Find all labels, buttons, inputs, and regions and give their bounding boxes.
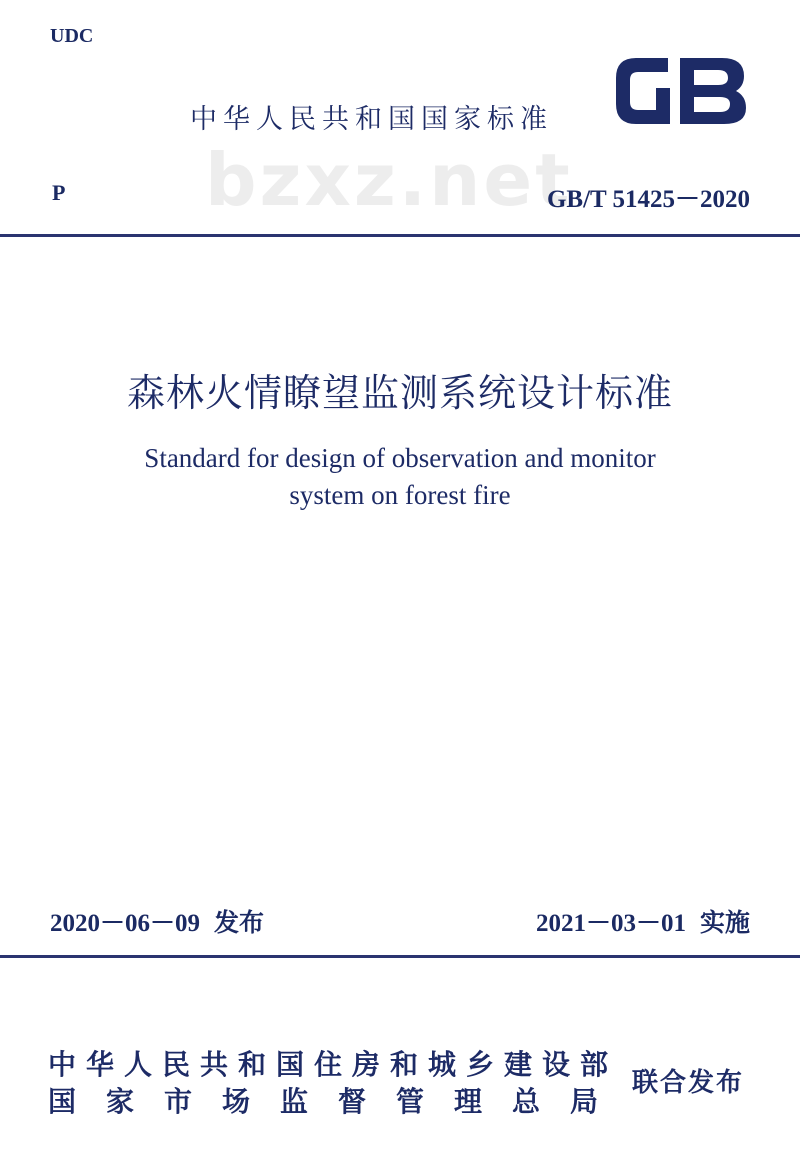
- udc-label: UDC: [50, 25, 94, 47]
- effective-label: 实施: [699, 908, 750, 937]
- english-title: [0, 440, 800, 514]
- category-code: P: [52, 180, 66, 205]
- english-title-line1: Standard for design of observation and monitor: [144, 443, 656, 473]
- chinese-title: 森林火情瞭望监测系统设计标准: [126, 371, 673, 415]
- standard-number: GB/T 51425－2020: [546, 186, 750, 213]
- effective-date-block: [536, 903, 750, 939]
- gb-logo-icon: [610, 48, 750, 134]
- national-standard-title: 中华人民共和国国家标准: [190, 104, 553, 135]
- watermark: bzxz.net: [205, 138, 573, 222]
- top-divider: [0, 234, 800, 237]
- issue-label: 发布: [214, 908, 265, 937]
- issuer-administration: 国家市场监督管理总局: [48, 1085, 629, 1118]
- english-title-line2: system on forest fire: [289, 480, 511, 510]
- issue-date: 2020－06－09: [50, 910, 201, 937]
- effective-date: 2021－03－01: [535, 910, 686, 937]
- issuer-ministry: 中华人民共和国住房和城乡建设部: [48, 1048, 619, 1081]
- bottom-divider: [0, 955, 800, 958]
- joint-issue-label: 联合发布: [632, 1068, 745, 1098]
- issue-date-block: [50, 903, 264, 939]
